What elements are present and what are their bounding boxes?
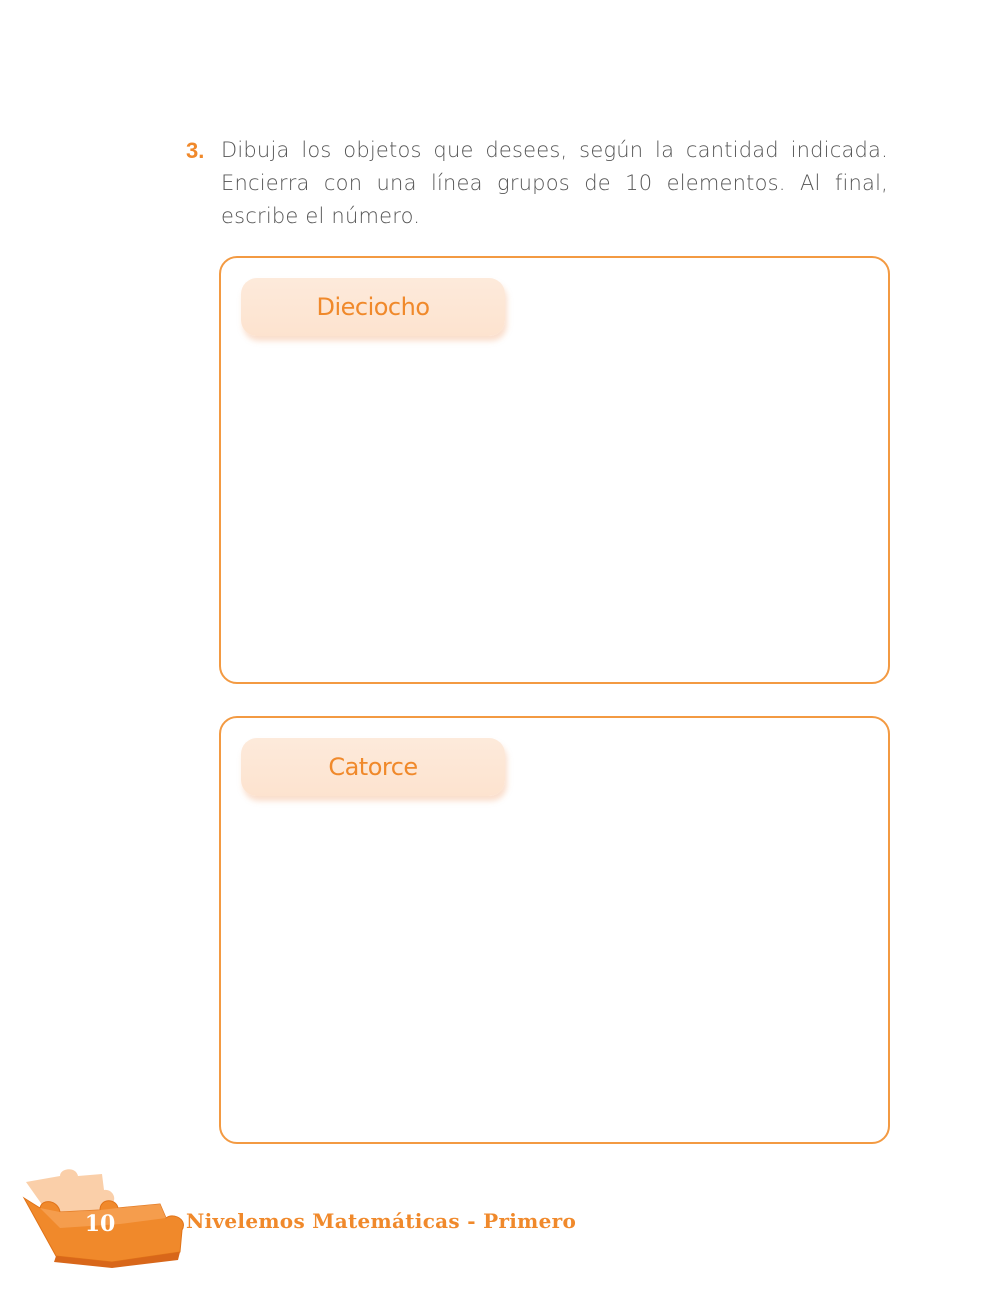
drawing-area-dieciocho[interactable] <box>219 256 890 684</box>
page-number: 10 <box>84 1211 116 1237</box>
exercise-instruction: Dibuja los objetos que desees, según la cantidad indicada. Encierra con una línea grupos de 10 elementos. Al final, escribe el número. <box>221 138 888 228</box>
quantity-label-catorce: Catorce <box>241 738 505 796</box>
exercise-3 <box>186 134 888 233</box>
quantity-label-dieciocho: Dieciocho <box>241 278 505 336</box>
drawing-area-catorce[interactable] <box>219 716 890 1144</box>
exercise-number: 3. <box>186 138 205 163</box>
footer-book-title: Nivelemos Matemáticas - Primero <box>186 1209 577 1233</box>
